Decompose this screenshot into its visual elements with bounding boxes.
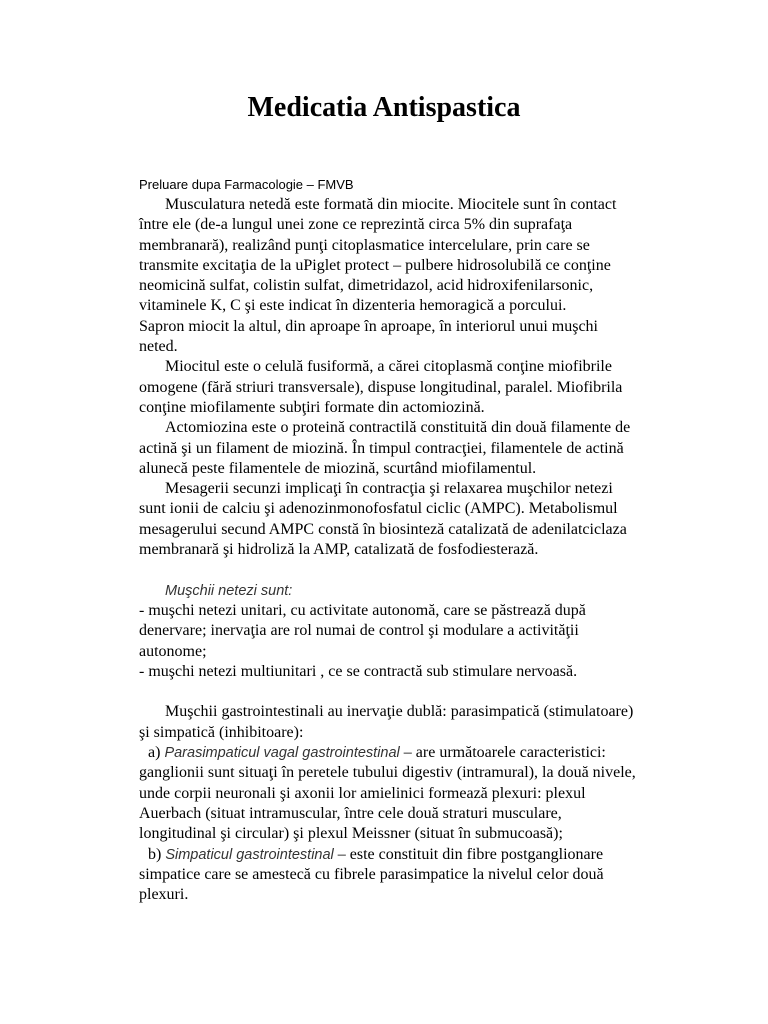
parasympathetic-heading: Parasimpaticul vagal gastrointestinal — [164, 745, 400, 762]
list-marker-b: b) — [148, 845, 162, 863]
parasympathetic-text: – are următoarele caracteristici: ganglionii sunt situaţi în peretele tubului digestiv (intramural), la două nivele, unde corpii neuronali şi axonii lor amielinici formează plexuri: plexul Auerbach (situat intramuscular, între cele două straturi musculare, longitudinal şi circular) şi plexul Meissner (situat în submucoasă); — [139, 744, 636, 843]
list-item-sympathetic — [139, 845, 639, 906]
sympathetic-text: – este constituit din fibre postganglionare simpatice care se amestecă cu fibrele parasimpatice la nivelul celor două plexuri. — [139, 845, 604, 904]
paragraph-sapron: Sapron miocit la altul, din aproape în aproape, în interiorul unui muşchi neted. — [139, 317, 598, 356]
smooth-muscles-item-multiunitary: - muşchi netezi multiunitari , ce se contractă sub stimulare nervoasă. — [139, 662, 578, 680]
paragraph-spacer — [139, 682, 639, 702]
paragraph-gastrointestinal: Muşchii gastrointestinali au inervaţie dublă: parasimpatică (stimulatoare) şi simpatică (inhibitoare): — [139, 703, 634, 741]
section-heading-smooth-muscles — [139, 581, 639, 601]
paragraph-miocitul: Miocitul este o celulă fusiformă, a cărei citoplasmă conţine miofibrile omogene (fără striuri transversale), dispuse longitudinal, paralel. Miofibrila conţine miofilamente subţiri formate din actomiozină. — [139, 358, 623, 416]
sympathetic-heading: Simpaticul gastrointestinal — [165, 846, 334, 863]
document-body — [139, 195, 639, 905]
paragraph-musculatura: Musculatura netedă este formată din miocite. Miocitele sunt în contact între ele (de-a lungul unei zone ce reprezintă circa 5% din suprafaţa membranară), realizând punţi citoplasmatice intercelulare, prin care se transmite excitaţia de la uPiglet protect – pulbere hidrosolubilă ce conţine neomicină sulfat, colistin sulfat, dimetridazol, acid hidroxifenilarsonic, vitaminele K, C şi este indicat în dizenteria hemoragică a porcului. — [139, 196, 617, 315]
source-line: Preluare dupa Farmacologie – FMVB — [139, 177, 354, 192]
list-item-parasympathetic — [139, 743, 639, 844]
smooth-muscles-item-unitary: - muşchi netezi unitari, cu activitate autonomă, care se păstrează după denervare; inervaţia are rol numai de control şi modulare a activităţii autonome; — [139, 601, 586, 660]
paragraph-spacer — [139, 560, 639, 580]
list-marker-a: a) — [148, 744, 161, 762]
page-title: Medicatia Antispastica — [247, 92, 521, 123]
smooth-muscles-heading-text: Muşchii netezi sunt: — [165, 582, 293, 599]
paragraph-actomiozina: Actomiozina este o proteină contractilă constituită din două filamente de actină şi un filament de miozină. În timpul contracţiei, filamentele de actină alunecă peste filamentele de miozină, scurtând miofilamentul. — [139, 419, 631, 477]
paragraph-mesagerii: Mesagerii secunzi implicaţi în contracţia şi relaxarea muşchilor netezi sunt ionii de calciu şi adenozinmonofosfatul ciclic (AMPC). Metabolismul mesagerului secund AMPC constă în biosinteză catalizată de adenilatciclaza membranară şi hidroliză la AMP, catalizată de fosfodiesterază. — [139, 480, 627, 559]
